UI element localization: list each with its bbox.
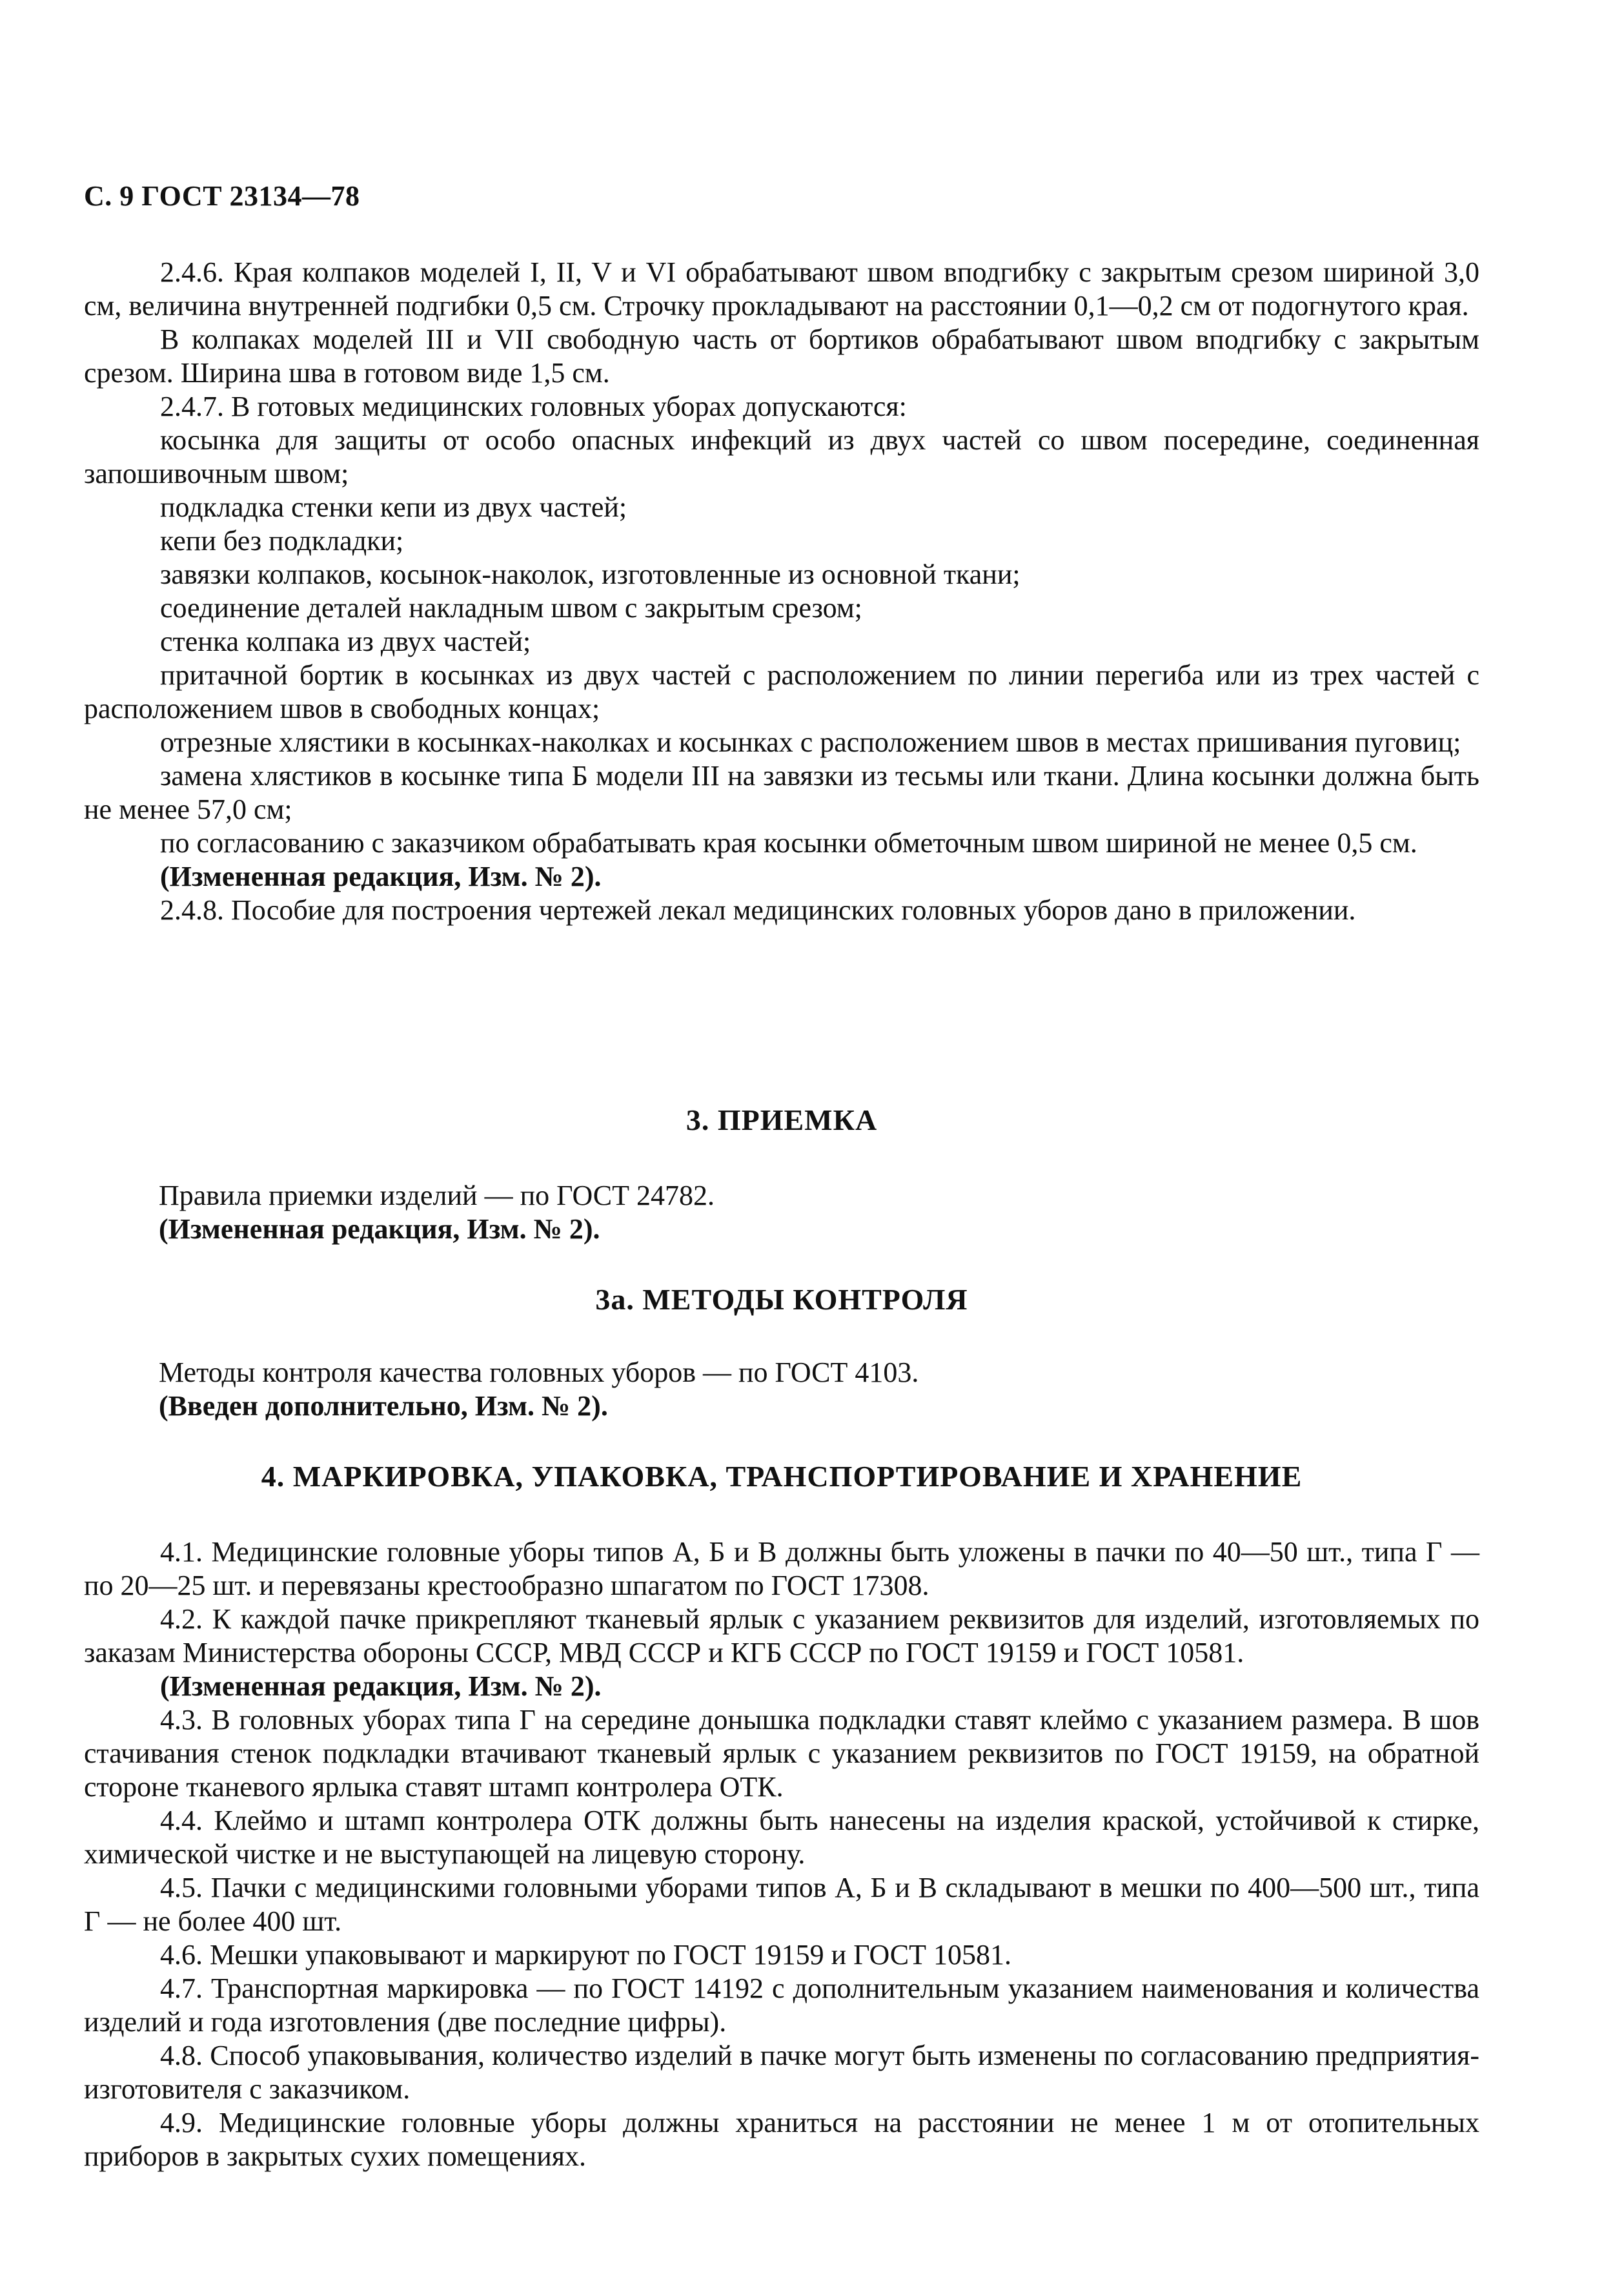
paragraph-4-7: 4.7. Транспортная маркировка — по ГОСТ 14192 с дополнительным указанием наименования и количества изделий и года изготовления (две последние цифры). [84, 1972, 1479, 2038]
paragraph-4-2: 4.2. К каждой пачке прикрепляют тканевый ярлык с указанием реквизитов для изделий, изготовляемых по заказам Министерства обороны СССР, МВД СССР и КГБ СССР по ГОСТ 19159 и ГОСТ 10581. [84, 1603, 1479, 1668]
list-item: завязки колпаков, косынок-наколок, изготовленные из основной ткани; [160, 558, 1020, 590]
section-3a-body [84, 1356, 1479, 1423]
section-3a-text: Методы контроля качества головных уборов — по ГОСТ 4103. [159, 1357, 919, 1388]
paragraph-4-9: 4.9. Медицинские головные уборы должны храниться на расстоянии не менее 1 м от отопительных приборов в закрытых сухих помещениях. [84, 2107, 1479, 2172]
list-item: подкладка стенки кепи из двух частей; [160, 491, 627, 523]
section-3a-title: 3а. МЕТОДЫ КОНТРОЛЯ [595, 1283, 968, 1316]
section-3-note: (Измененная редакция, Изм. № 2). [159, 1213, 600, 1245]
list-item: притачной бортик в косынках из двух частей с расположением по линии перегиба или из трех частей с расположением швов в свободных концах; [84, 659, 1479, 724]
list-item: соединение деталей накладным швом с закрытым срезом; [160, 592, 862, 624]
paragraph-4-4: 4.4. Клеймо и штамп контролера ОТК должны быть нанесены на изделия краской, устойчивой к стирке, химической чистке и не выступающей на лицевую сторону. [84, 1805, 1479, 1870]
section-2-continuation [84, 256, 1479, 927]
paragraph-4-1: 4.1. Медицинские головные уборы типов А, Б и В должны быть уложены в пачки по 40—50 шт., типа Г — по 20—25 шт. и перевязаны крестообразно шпагатом по ГОСТ 17308. [84, 1536, 1479, 1601]
section-3a-note: (Введен дополнительно, Изм. № 2). [159, 1390, 608, 1422]
section-3-body [84, 1179, 1479, 1246]
paragraph-2-4-6: 2.4.6. Края колпаков моделей I, II, V и VI обрабатывают швом вподгибку с закрытым срезом шириной 3,0 см, величина внутренней подгибки 0,5 см. Строчку прокладывают на расстоянии 0,1—0,2 см от подогнутого края. [84, 256, 1479, 322]
section-3-text: Правила приемки изделий — по ГОСТ 24782. [159, 1180, 715, 1211]
list-item: отрезные хлястики в косынках-наколках и косынках с расположением швов в местах пришивания пуговиц; [160, 726, 1461, 758]
list-item: по согласованию с заказчиком обрабатывать края косынки обметочным швом шириной не менее 0,5 см. [160, 827, 1417, 859]
list-item: косынка для защиты от особо опасных инфекций из двух частей со швом посередине, соединенная запошивочным швом; [84, 424, 1479, 489]
paragraph-4-3: 4.3. В головных уборах типа Г на середине донышка подкладки ставят клеймо с указанием размера. В шов стачивания стенок подкладки втачивают тканевый ярлык с указанием реквизитов по ГОСТ 19159, на обратной стороне тканевого ярлыка ставят штамп контролера ОТК. [84, 1704, 1479, 1803]
section-4-title: 4. МАРКИРОВКА, УПАКОВКА, ТРАНСПОРТИРОВАНИЕ И ХРАНЕНИЕ [261, 1460, 1303, 1493]
paragraph-caps-models: В колпаках моделей III и VII свободную часть от бортиков обрабатывают швом вподгибку с закрытым срезом. Ширина шва в готовом виде 1,5 см. [84, 323, 1479, 389]
paragraph-4-8: 4.8. Способ упаковывания, количество изделий в пачке могут быть изменены по согласованию предприятия-изготовителя с заказчиком. [84, 2040, 1479, 2105]
paragraph-2-4-7: 2.4.7. В готовых медицинских головных уборах допускаются: [160, 391, 907, 422]
list-item: замена хлястиков в косынке типа Б модели III на завязки из тесьмы или ткани. Длина косынки должна быть не менее 57,0 см; [84, 760, 1479, 825]
list-item: кепи без подкладки; [160, 525, 404, 557]
paragraph-4-6: 4.6. Мешки упаковывают и маркируют по ГОСТ 19159 и ГОСТ 10581. [160, 1939, 1012, 1971]
paragraph-4-5: 4.5. Пачки с медицинскими головными уборами типов А, Б и В складывают в мешки по 400—500 шт., типа Г — не более 400 шт. [84, 1872, 1479, 1937]
section-4-note: (Измененная редакция, Изм. № 2). [160, 1670, 602, 1702]
page-header: С. 9 ГОСТ 23134—78 [84, 180, 360, 212]
amendment-note: (Измененная редакция, Изм. № 2). [160, 861, 602, 892]
list-item: стенка колпака из двух частей; [160, 626, 531, 657]
paragraph-2-4-8: 2.4.8. Пособие для построения чертежей лекал медицинских головных уборов дано в приложении. [160, 894, 1356, 926]
section-3-title: 3. ПРИЕМКА [685, 1103, 878, 1136]
section-4-body [84, 1535, 1479, 2173]
